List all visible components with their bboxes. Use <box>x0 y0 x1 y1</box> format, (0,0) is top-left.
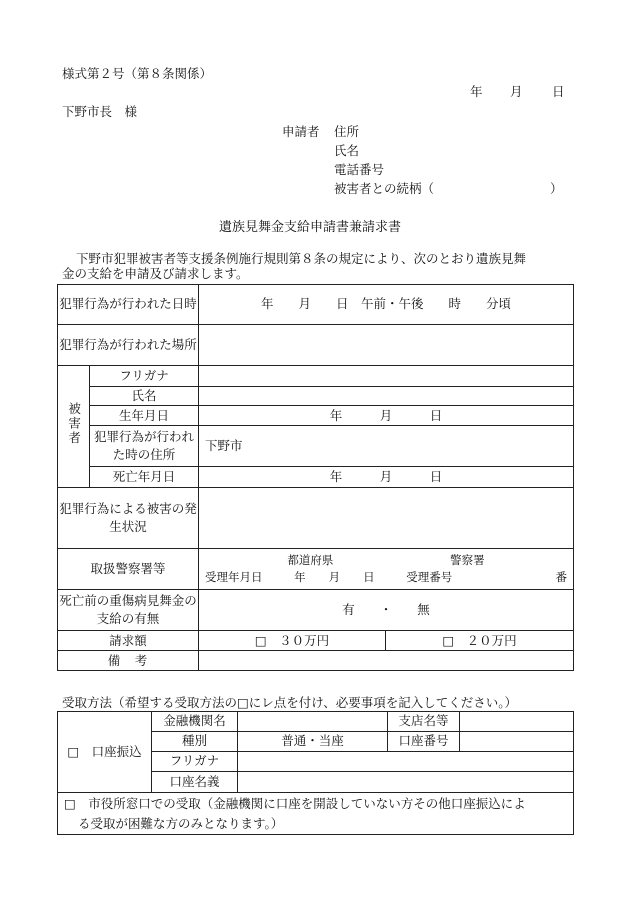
counter-pickup-line-2: る受取が困難な方のみとなります。） <box>78 815 284 831</box>
form-number: 様式第２号（第８条関係） <box>62 66 213 81</box>
serious-injury-label: 死亡前の重傷病見舞金の支給の有無 <box>58 590 199 631</box>
date-year: 年 <box>470 84 483 99</box>
claim-30-option[interactable]: □ ３０万円 <box>199 631 386 651</box>
damage-value[interactable] <box>199 488 574 549</box>
date-day: 日 <box>552 84 565 99</box>
date-month: 月 <box>510 84 523 99</box>
serious-injury-value[interactable]: 有 ・ 無 <box>199 590 574 631</box>
bank-name-value[interactable] <box>238 712 388 732</box>
account-holder-value[interactable] <box>238 772 574 793</box>
claim-20-option[interactable]: □ ２０万円 <box>386 631 574 651</box>
counter-pickup-line-1: □ 市役所窓口での受取（金融機関に口座を開設していない方その他口座振込によ <box>64 795 526 811</box>
crime-place-label: 犯罪行為が行われた場所 <box>58 325 199 366</box>
bank-name-label: 金融機関名 <box>152 712 238 732</box>
account-holder-label: 口座名義 <box>152 772 238 793</box>
receipt-method-heading: 受取方法（希望する受取方法の□にレ点を付け、必要事項を記入してください。） <box>62 695 518 710</box>
crime-datetime-label: 犯罪行為が行われた日時 <box>58 285 199 325</box>
remarks-value[interactable] <box>199 651 574 671</box>
account-number-value[interactable] <box>460 732 574 752</box>
victim-name-value[interactable] <box>199 387 574 406</box>
applicant-relation-label: 被害者との続柄（ <box>334 181 435 196</box>
police-value[interactable] <box>199 549 574 590</box>
branch-name-label: 支店名等 <box>388 712 460 732</box>
counter-pickup-option[interactable] <box>58 793 574 835</box>
applicant-relation-close: ） <box>550 181 563 196</box>
applicant-address-label: 住所 <box>334 124 360 139</box>
birthdate-label: 生年月日 <box>90 406 199 426</box>
death-date-value[interactable]: 年 月 日 <box>199 467 574 488</box>
birthdate-value[interactable]: 年 月 日 <box>199 406 574 426</box>
holder-furigana-label: フリガナ <box>152 752 238 772</box>
victim-address-value[interactable]: 下野市 <box>199 426 574 467</box>
applicant-label: 申請者 <box>282 124 320 139</box>
victim-label: 被害者 <box>58 366 90 488</box>
account-number-label: 口座番号 <box>388 732 460 752</box>
intro-line-1: 下野市犯罪被害者等支援条例施行規則第８条の規定により、次のとおり遺族見舞 <box>76 251 527 266</box>
receipt-number-unit: 番 <box>555 570 568 585</box>
receipt-table <box>57 711 574 835</box>
intro-line-2: 金の支給を申請及び請求します。 <box>62 266 249 281</box>
holder-furigana-value[interactable] <box>238 752 574 772</box>
branch-name-value[interactable] <box>460 712 574 732</box>
victim-name-label: 氏名 <box>90 387 199 406</box>
crime-place-value[interactable] <box>199 325 574 366</box>
police-station: 警察署 <box>450 553 485 568</box>
claim-amount-label: 請求額 <box>58 631 199 651</box>
receipt-number-label: 受理番号 <box>406 570 453 585</box>
receipt-date-label: 受理年月日 <box>205 570 263 585</box>
receipt-date-ymd: 年 月 日 <box>294 570 375 585</box>
crime-datetime-value[interactable]: 年 月 日 午前・午後 時 分頃 <box>199 285 574 325</box>
damage-label: 犯罪行為による被害の発生状況 <box>58 488 199 549</box>
addressee: 下野市長 様 <box>62 104 138 119</box>
bank-transfer-option[interactable]: □ 口座振込 <box>58 712 152 793</box>
account-type-value[interactable]: 普通・当座 <box>238 732 388 752</box>
furigana-value[interactable] <box>199 366 574 387</box>
applicant-phone-label: 電話番号 <box>334 162 385 177</box>
police-prefecture: 都道府県 <box>287 553 334 568</box>
victim-address-label: 犯罪行為が行われた時の住所 <box>90 426 199 467</box>
remarks-label: 備 考 <box>58 651 199 671</box>
account-type-label: 種別 <box>152 732 238 752</box>
furigana-label: フリガナ <box>90 366 199 387</box>
death-date-label: 死亡年月日 <box>90 467 199 488</box>
main-table <box>57 284 574 671</box>
document-title: 遺族見舞金支給申請書兼請求書 <box>219 220 402 235</box>
police-label: 取扱警察署等 <box>58 549 199 590</box>
applicant-name-label: 氏名 <box>334 143 360 158</box>
